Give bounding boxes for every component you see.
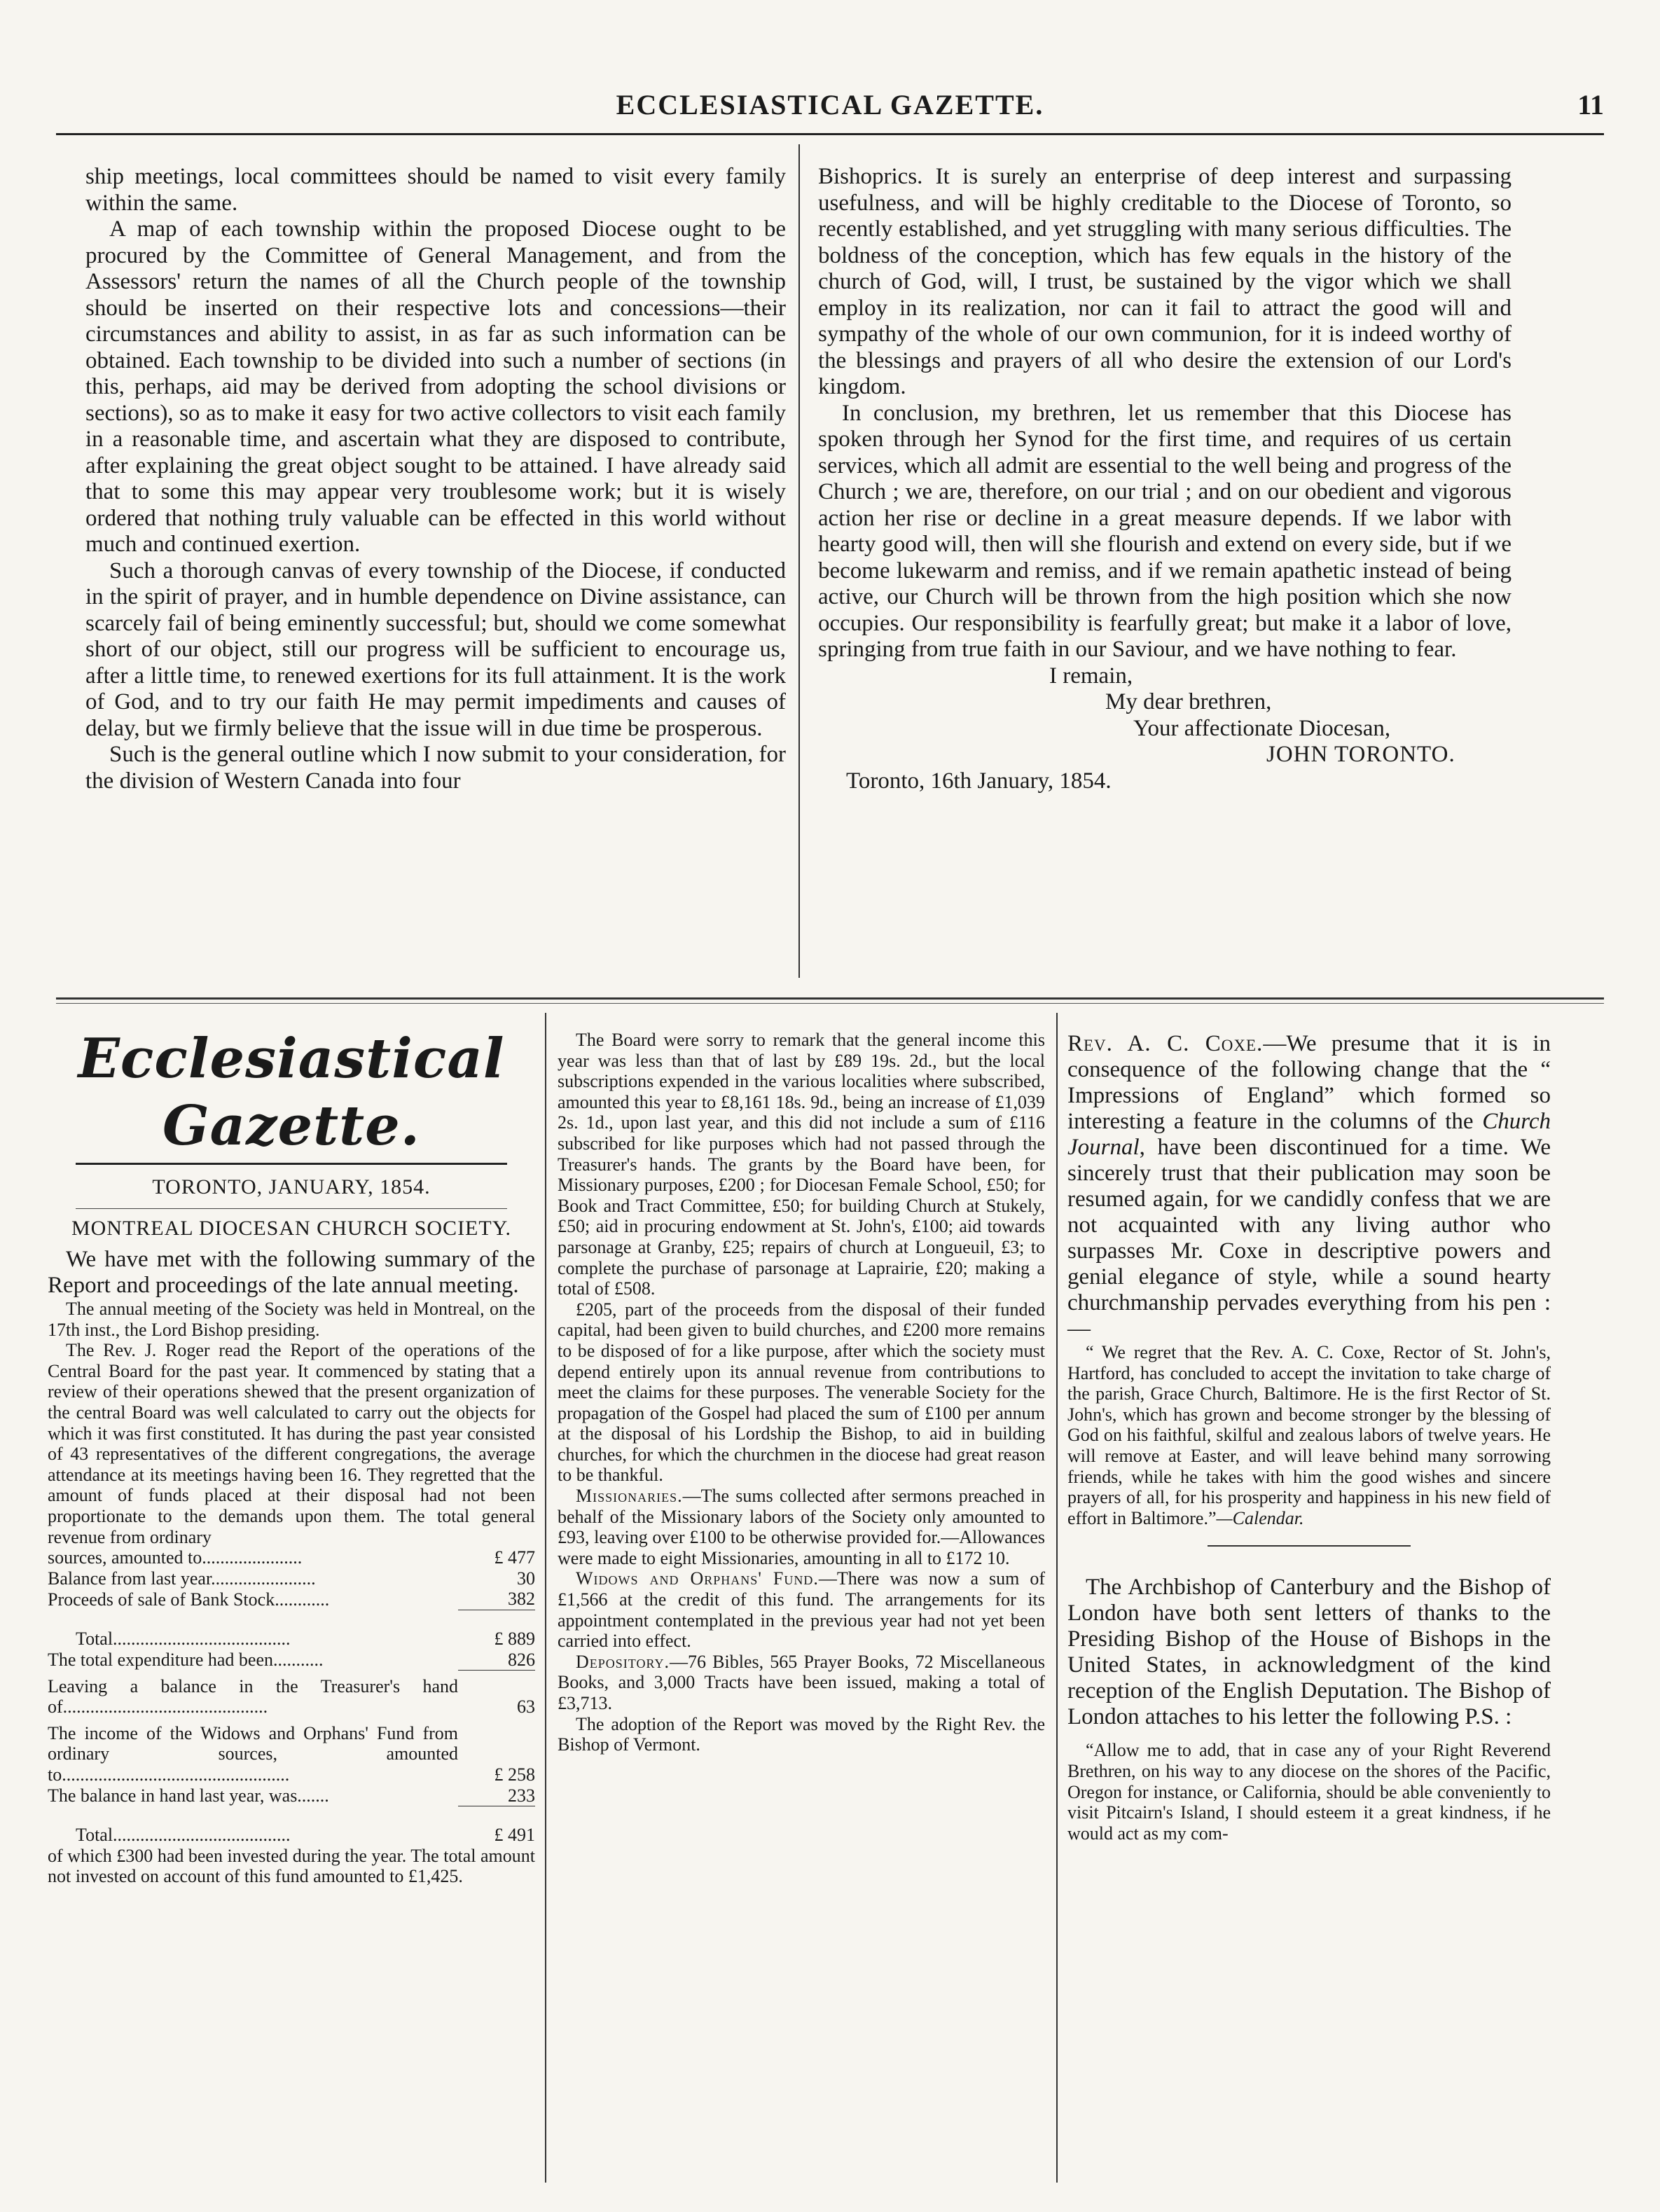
table-row — [48, 1650, 535, 1671]
paragraph: In conclusion, my brethren, let us remember that this Diocese has spoken through her Synod for the first time, and requires of us certain services, which all admit are essential to the well being and progress of the Church ; we are, therefore, on our trial ; and on our obedient and vigorous action her rise or decline in a great measure depends. If we labor with hearty good will, then will she flourish and extend on every side, but if we become lukewarm and remiss, and if we remain apathetic instead of being active, our Church will be thrown from the high position which she now occupies. Our responsibility is fearfully great; but make it a labor of love, springing from true faith in our Saviour, and we have nothing to fear. — [818, 400, 1512, 662]
article-heading: MONTREAL DIOCESAN CHURCH SOCIETY. — [71, 1217, 512, 1240]
table-row — [48, 1547, 535, 1568]
account-amount: 382 — [508, 1589, 535, 1610]
account-label: sources, amounted to...................... — [48, 1547, 303, 1568]
running-head — [56, 88, 1604, 135]
closing-signature: JOHN TORONTO. — [1266, 742, 1455, 767]
running-title: ECCLESIASTICAL GAZETTE. — [616, 89, 1044, 120]
archbishop-article — [1067, 1575, 1551, 1730]
run-in-head: Missionaries. — [576, 1486, 683, 1507]
account-amount: 826 — [508, 1649, 535, 1670]
paragraph: The annual meeting of the Society was held in Montreal, on the 17th inst., the Lord Bishop presiding. — [48, 1299, 535, 1340]
masthead-rule — [76, 1208, 507, 1209]
account-amount: £ 477 — [494, 1547, 535, 1568]
column-divider — [798, 144, 800, 978]
masthead-dateline: TORONTO, JANUARY, 1854. — [152, 1175, 431, 1198]
paragraph: Bishoprics. It is surely an enterprise of deep interest and surpassing usefulness, and will be highly creditable to the Diocese of Toronto, so recently established, and yet struggling with many serious difficulties. The boldness of the conception, which has few equals in the history of the church of God, will, I trust, be sustained by the vigor which we shall employ in its realization, nor can it fail to attract the good will and sympathy of the whole of our own communion, for it is indeed worthy of the blessings and prayers of all who desire the extension of our Lord's kingdom. — [818, 164, 1512, 399]
paragraph — [1067, 1031, 1551, 1342]
paragraph-text: —We presume that it is in consequence of the following change that the “ Impressions of England” which formed so interesting a feature in the columns of the — [1067, 1031, 1551, 1134]
run-in-head: Widows and Orphans' Fund. — [576, 1568, 819, 1589]
quote-text: “ We regret that the Rev. A. C. Coxe, Rector of St. John's, Hartford, has concluded to accept the invitation to take charge of the parish, Grace Church, Baltimore. He is the first Rector of St. John's, which has grown and become stronger by the blessing of God on his faithful, skilful and zealous labors of twelve years. He will remove at Easter, and will leave behind many sorrowing friends, while he takes with him the good wishes and sincere prayers of all, for his prosperity and happiness in his new field of effort in Baltimore.” — [1067, 1342, 1551, 1528]
column-divider — [545, 1013, 546, 2183]
table-row — [48, 1785, 535, 1806]
table-row — [48, 1589, 535, 1610]
account-label: The balance in hand last year, was....... — [48, 1785, 329, 1806]
account-amount: 30 — [517, 1568, 535, 1589]
paragraph: The Board were sorry to remark that the general income this year was less than that of last by £89 19s. 2d., but the local subscriptions expended in the various localities where subscribed, amounted this year to £8,161 18s. 9d., being an increase of £1,039 2s. 1d., upon last year, and this did not include a sum of £116 subscribed for like purposes which had not passed through the Treasurer's hands. The grants by the Board have been, for Missionary purposes, £200 ; for Diocesan Female School, £50; for Book and Tract Committee, £50; for building Church at Stukely, £50; aid in procuring endowment at St. John's, £100; aid towards parsonage at Granby, £25; repairs of church at Longueuil, £3; to complete the purchase of parsonage at Laprairie, £20; making a total of £508. — [558, 1030, 1045, 1299]
upper-right-column — [818, 164, 1512, 794]
account-label: Proceeds of sale of Bank Stock............ — [48, 1589, 330, 1610]
letter-dateline: Toronto, 16th January, 1854. — [846, 768, 1112, 794]
account-amount: 63 — [458, 1671, 535, 1717]
accounts-table — [48, 1547, 535, 1846]
paragraph: The adoption of the Report was moved by the Right Rev. the Bishop of Vermont. — [558, 1713, 1045, 1755]
page-number: 11 — [1577, 89, 1604, 120]
closing-salutation: My dear brethren, — [1105, 689, 1272, 714]
quote-source: —Calendar. — [1216, 1507, 1304, 1528]
account-amount: £ 258 — [494, 1764, 535, 1785]
paragraph: The Rev. J. Roger read the Report of the operations of the Central Board for the past year. It commenced by stating that a review of their operations shewed that the present organization of the central Board was well calculated to carry out the objects for which it was first constituted. It has during the past year consisted of 43 representatives of the different congregations, the average attendance at its meetings having been 16. They regretted that the amount of funds placed at their disposal had not been proportionate to the demands upon them. The total general revenue from ordinary — [48, 1340, 535, 1547]
coxe-quote — [1067, 1342, 1551, 1528]
closing-valediction: Your affectionate Diocesan, — [1133, 715, 1391, 741]
paragraph: ship meetings, local committees should be named to visit every family within the same. — [85, 164, 786, 216]
paragraph-text: —The sums collected after sermons preached in behalf of the Missionary labors of the Society only amounted to £93, leaving over £100 to be otherwise provided for.—Allowances were made to eight Missionaries, amounting in all to £172 10. — [558, 1486, 1045, 1568]
article-lead — [48, 1247, 535, 1299]
paragraph: The Archbishop of Canterbury and the Bishop of London have both sent letters of thanks to the Presiding Bishop of the House of Bishops in the United States, in acknowledgment of the kind reception of the English Deputation. The Bishop of London attaches to his letter the following P.S. : — [1067, 1575, 1551, 1730]
paragraph: Such is the general outline which I now submit to your consideration, for the division of Western Canada into four — [85, 742, 786, 794]
upper-left-column — [85, 164, 786, 794]
column-divider — [1056, 1013, 1058, 2183]
lower-left-column — [48, 1021, 535, 1887]
paragraph-text: —There was now a sum of £1,566 at the credit of this fund. The arrangements for its appointment contemplated in the previous year had not yet been carried into effect. — [558, 1568, 1045, 1652]
table-row — [48, 1671, 535, 1717]
account-label: The income of the Widows and Orphans' Fund from ordinary sources, amounted to.................................................. — [48, 1722, 458, 1785]
account-label: Total....................................... — [76, 1628, 291, 1649]
paragraph — [1067, 1342, 1551, 1528]
table-row — [48, 1717, 535, 1785]
paragraph — [558, 1568, 1045, 1651]
run-in-head: Depository. — [576, 1651, 670, 1672]
paragraph: of which £300 had been invested during the year. The total amount not invested on account of this fund amounted to £1,425. — [48, 1845, 535, 1887]
account-amount: 233 — [508, 1785, 535, 1806]
table-row — [48, 1568, 535, 1589]
coxe-article — [1067, 1031, 1551, 1342]
article-divider — [1208, 1545, 1411, 1547]
journal-title: Church Journal — [1067, 1109, 1551, 1160]
paragraph: £205, part of the proceeds from the disposal of their funded capital, had been given to build churches, and £200 more remains to be disposed of for a like purpose, after which the society must depend entirely upon its annual revenue from contributions to meet the claims for these purposes. The venerable Society for the propagation of the Gospel had placed the sum of £100 per annum at the disposal of his Lordship the Bishop, to aid in building churches, for which the churchmen in the diocese had great reason to be thankful. — [558, 1299, 1045, 1486]
paragraph-text: , have been discontinued for a time. We sincerely trust that their publication may soon be resumed again, for we candidly confess that we are not acquainted with any living author who surpasses Mr. Coxe in descriptive powers and genial elegance of style, while a sound hearty churchmanship pervades everything from his pen :— — [1067, 1135, 1551, 1341]
paragraph-text: —76 Bibles, 565 Prayer Books, 72 Miscellaneous Books, and 3,000 Tracts have been issued, making a total of £3,713. — [558, 1651, 1045, 1713]
archbishop-quote — [1067, 1740, 1551, 1844]
account-label: Leaving a balance in the Treasurer's hand of............................................. — [48, 1675, 458, 1717]
paragraph: Such a thorough canvas of every township of the Diocese, if conducted in the spirit of prayer, and in humble dependence on Divine assistance, can scarcely fail of being eminently successful; but, should we come somewhat short of our object, still our progress will be sufficient to encourage us, after a little time, to renewed exertions for its full attainment. It is the work of God, and to try our faith He may permit impediments and causes of delay, but we firmly believe that the issue will in due time be prosperous. — [85, 558, 786, 741]
paragraph: “Allow me to add, that in case any of your Right Reverend Brethren, on his way to any diocese on the shores of the Pacific, Oregon for instance, or California, should be able conveniently to visit Pitcairn's Island, I should esteem it a great kindness, if he would act as my com- — [1067, 1740, 1551, 1844]
paragraph — [558, 1652, 1045, 1714]
paragraph: We have met with the following summary of the Report and proceedings of the late annual meeting. — [48, 1247, 535, 1298]
masthead-rule — [76, 1163, 507, 1165]
section-divider — [56, 1003, 1604, 1004]
table-row — [48, 1610, 535, 1649]
paragraph: A map of each township within the proposed Diocese ought to be procured by the Committee of General Management, and from the Assessors' return the names of all the Church people of the township should be inserted on their respective lots and concessions—their circumstances and ability to assist, in as far as such information can be obtained. Each township to be divided into such a number of sections (in this, perhaps, aid may be derived from adopting the school divisions or sections), so as to make it easy for two active collectors to visit each family in a reasonable time, and ascertain what they are disposed to contribute, after explaining the great object sought to be attained. I have already said that to some this may appear very troublesome work; but it is wisely ordered that nothing truly valuable can be effected in this world without much and continued exertion. — [85, 216, 786, 557]
letter-closing — [818, 663, 1512, 795]
masthead-title: Ecclesiastical Gazette. — [78, 1027, 505, 1158]
paragraph — [558, 1486, 1045, 1568]
lower-middle-column — [558, 1030, 1045, 1755]
run-in-head: Rev. A. C. Coxe. — [1067, 1031, 1264, 1056]
lower-right-column — [1067, 1031, 1551, 1844]
account-label: Total....................................... — [76, 1825, 291, 1846]
account-label: Balance from last year....................... — [48, 1568, 316, 1589]
account-amount: £ 889 — [458, 1610, 535, 1649]
account-label: The total expenditure had been........... — [48, 1650, 324, 1670]
section-divider — [56, 997, 1604, 1000]
table-row — [48, 1806, 535, 1846]
closing-remain: I remain, — [1049, 663, 1133, 689]
account-amount: £ 491 — [458, 1806, 535, 1846]
